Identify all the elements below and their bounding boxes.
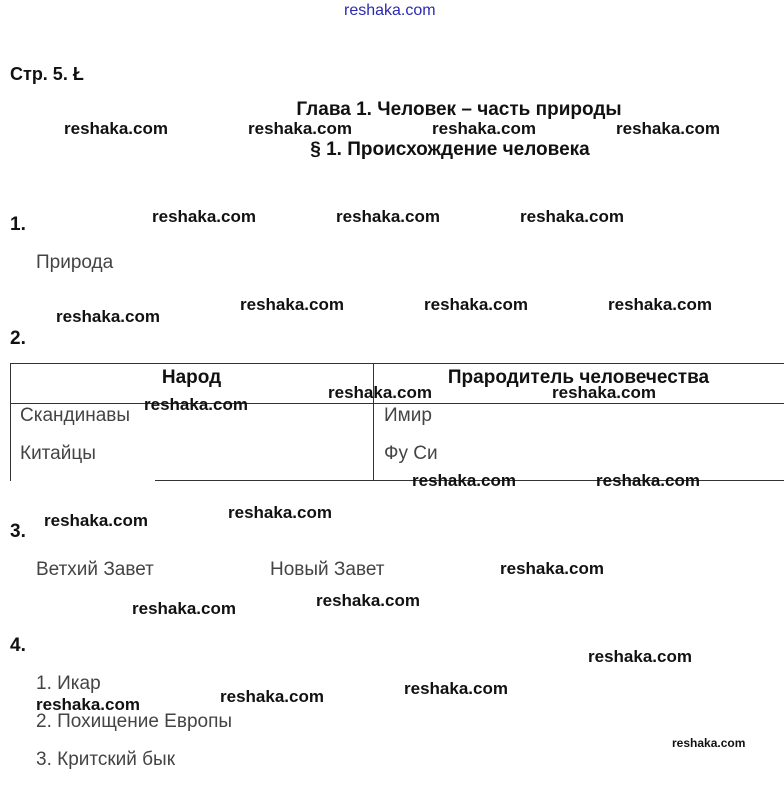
watermark: reshaka.com <box>608 295 712 314</box>
watermark: reshaka.com <box>152 207 256 226</box>
watermark: reshaka.com <box>56 307 160 326</box>
table-cell: Скандинавы <box>20 405 131 426</box>
watermark: reshaka.com <box>672 736 746 750</box>
watermark: reshaka.com <box>616 119 720 138</box>
watermark: reshaka.com <box>552 383 656 402</box>
watermark: reshaka.com <box>240 295 344 314</box>
table-cell: Имир <box>384 405 432 426</box>
question-3-answer-new: Новый Завет <box>270 559 385 580</box>
table-header-divider <box>10 403 784 404</box>
site-header-link[interactable]: reshaka.com <box>344 2 436 19</box>
watermark: reshaka.com <box>316 591 420 610</box>
watermark: reshaka.com <box>328 383 432 402</box>
watermark: reshaka.com <box>248 119 352 138</box>
watermark: reshaka.com <box>228 503 332 522</box>
watermark: reshaka.com <box>144 395 248 414</box>
watermark: reshaka.com <box>36 695 140 714</box>
question-1-number: 1. <box>10 214 26 235</box>
watermark: reshaka.com <box>336 207 440 226</box>
watermark: reshaka.com <box>44 511 148 530</box>
table-header-ancestor: Прародитель человечества <box>447 367 710 388</box>
watermark: reshaka.com <box>404 679 508 698</box>
section-title: § 1. Происхождение человека <box>310 139 590 160</box>
table-cell: Фу Си <box>384 443 438 464</box>
list-item: 1. Икар <box>36 673 101 694</box>
answer-table <box>10 363 784 481</box>
list-item: 3. Критский бык <box>36 749 176 770</box>
table-cell: Китайцы <box>20 443 96 464</box>
watermark: reshaka.com <box>520 207 624 226</box>
watermark: reshaka.com <box>220 687 324 706</box>
table-header-people: Народ <box>161 367 222 388</box>
question-4-number: 4. <box>10 635 26 656</box>
question-3-number: 3. <box>10 521 26 542</box>
page-label: Стр. 5. Ł <box>10 64 84 84</box>
watermark: reshaka.com <box>500 559 604 578</box>
question-2-number: 2. <box>10 328 26 349</box>
watermark: reshaka.com <box>132 599 236 618</box>
watermark: reshaka.com <box>64 119 168 138</box>
question-3-answer-old: Ветхий Завет <box>36 559 154 580</box>
chapter-title: Глава 1. Человек – часть природы <box>296 99 622 120</box>
watermark: reshaka.com <box>432 119 536 138</box>
watermark: reshaka.com <box>588 647 692 666</box>
watermark: reshaka.com <box>596 471 700 490</box>
watermark: reshaka.com <box>424 295 528 314</box>
table-top-border <box>10 363 784 364</box>
question-1-answer: Природа <box>36 252 114 273</box>
watermark: reshaka.com <box>412 471 516 490</box>
list-item: 2. Похищение Европы <box>36 711 233 732</box>
